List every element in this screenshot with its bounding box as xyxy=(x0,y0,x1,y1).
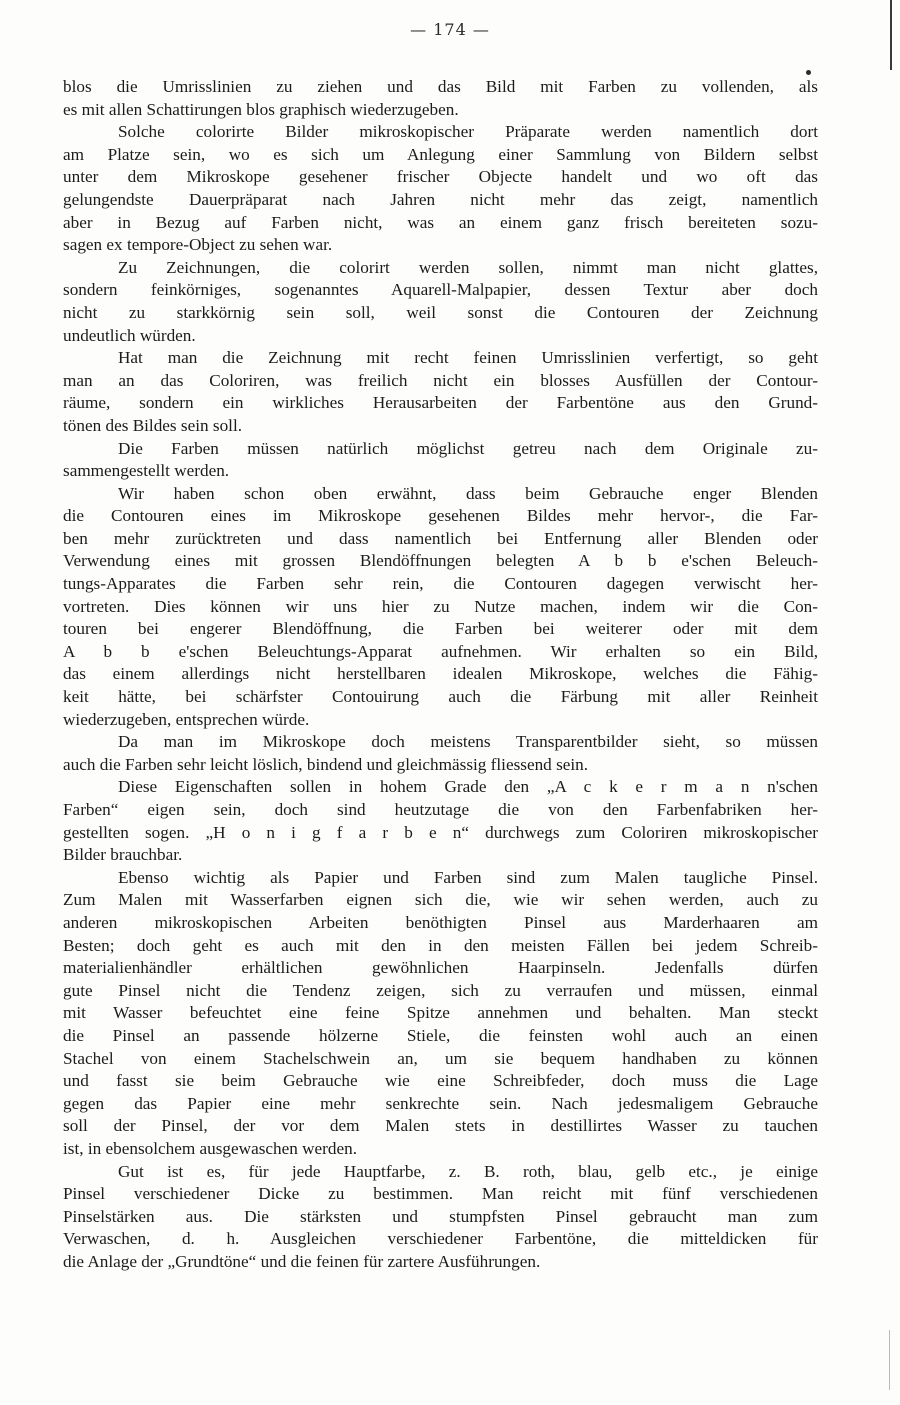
text-line: das einem allerdings nicht herstellbaren idealen Mikroskope, welches die Fähig- xyxy=(63,664,818,684)
text-line: Zu Zeichnungen, die colorirt werden sollen, nimmt man nicht glattes, xyxy=(118,257,818,277)
text-line: Verwendung eines mit grossen Blendöffnungen belegten A b b e'schen Beleuch- xyxy=(63,551,818,571)
text-line: die Anlage der „Grundtöne“ und die feinen für zartere Ausführungen. xyxy=(63,1251,541,1271)
text-line: sammengestellt werden. xyxy=(63,461,230,481)
text-line: gestellten sogen. „H o n i g f a r b e n“ durchwegs zum Coloriren mikroskopischer xyxy=(63,822,818,842)
text-line: nicht zu starkkörnig sein soll, weil sonst die Contouren der Zeichnung xyxy=(63,302,818,322)
page-number: — 174 — xyxy=(410,20,490,39)
text-line: vortreten. Dies können wir uns hier zu Nutze machen, indem wir die Con- xyxy=(63,596,818,616)
text-line: Verwaschen, d. h. Ausgleichen verschiedener Farbentöne, die mitteldicken für xyxy=(63,1229,818,1249)
text-line: Stachel von einem Stachelschwein an, um sie bequem handhaben zu können xyxy=(63,1048,818,1068)
text-line: Gut ist es, für jede Hauptfarbe, z. B. roth, blau, gelb etc., je einige xyxy=(118,1161,818,1181)
text-line: gegen das Papier eine mehr senkrechte sein. Nach jedesmaligem Gebrauche xyxy=(63,1093,818,1113)
text-line: Pinsel verschiedener Dicke zu bestimmen. Man reicht mit fünf verschiedenen xyxy=(63,1184,818,1204)
text-line: soll der Pinsel, der vor dem Malen stets in destillirtes Wasser zu tauchen xyxy=(63,1116,818,1136)
text-line: Wir haben schon oben erwähnt, dass beim Gebrauche enger Blenden xyxy=(118,483,818,503)
ink-speck xyxy=(806,70,811,75)
text-line: Zum Malen mit Wasserfarben eignen sich die, wie wir sehen werden, auch zu xyxy=(63,890,818,910)
text-line: Diese Eigenschaften sollen in hohem Grade den „A c k e r m a n n'schen xyxy=(118,777,818,797)
text-line: Farben“ eigen sein, doch sind heutzutage die von den Farbenfabriken her- xyxy=(63,800,818,819)
text-line: A b b e'schen Beleuchtungs-Apparat aufnehmen. Wir erhalten so ein Bild, xyxy=(63,641,818,661)
text-line: Besten; doch geht es auch mit den in den meisten Fällen bei jedem Schreib- xyxy=(63,935,818,955)
text-line: räume, sondern ein wirkliches Herausarbeiten der Farbentöne aus den Grund- xyxy=(63,393,818,413)
binding-edge-mark-lower xyxy=(889,1330,890,1390)
text-line: gute Pinsel nicht die Tendenz zeigen, sich zu verraufen und müssen, einmal xyxy=(63,980,818,1000)
text-line: gelungendste Dauerpräparat nach Jahren nicht mehr das zeigt, namentlich xyxy=(63,189,818,209)
text-line: Die Farben müssen natürlich möglichst getreu nach dem Originale zu- xyxy=(118,438,818,458)
text-line: die Pinsel an passende hölzerne Stiele, die feinsten wohl auch an einen xyxy=(63,1025,818,1045)
text-line: keit hätte, bei schärfster Contouirung auch die Färbung mit aller Reinheit xyxy=(63,687,818,707)
text-line: Pinselstärken aus. Die stärksten und stumpfsten Pinsel gebraucht man zum xyxy=(63,1206,818,1226)
text-line: touren bei engerer Blendöffnung, die Farben bei weiterer oder mit dem xyxy=(63,619,818,639)
text-line: Da man im Mikroskope doch meistens Transparentbilder sieht, so müssen xyxy=(118,732,818,752)
body-text xyxy=(63,76,818,1273)
text-line: Solche colorirte Bilder mikroskopischer Präparate werden namentlich dort xyxy=(118,122,818,142)
text-line: mit Wasser befeuchtet eine feine Spitze annehmen und behalten. Man steckt xyxy=(63,1003,818,1023)
text-line: unter dem Mikroskope gesehener frischer Objecte handelt und wo oft das xyxy=(63,167,818,187)
text-line: ben mehr zurücktreten und dass namentlich bei Entfernung aller Blenden oder xyxy=(63,528,818,548)
text-line: anderen mikroskopischen Arbeiten benöthigten Pinsel aus Marderhaaren am xyxy=(63,912,818,932)
text-line: aber in Bezug auf Farben nicht, was an einem ganz frisch bereiteten sozu- xyxy=(63,212,818,232)
text-line: die Contouren eines im Mikroskope gesehenen Bildes mehr hervor-, die Far- xyxy=(63,506,818,526)
text-line: sondern feinkörniges, sogenanntes Aquarell-Malpapier, dessen Textur aber doch xyxy=(63,280,818,300)
text-line: materialienhändler erhältlichen gewöhnlichen Haarpinseln. Jedenfalls dürfen xyxy=(63,958,818,978)
text-line: Bilder brauchbar. xyxy=(63,845,183,865)
text-line: auch die Farben sehr leicht löslich, bindend und gleichmässig fliessend sein. xyxy=(63,754,589,774)
text-line: undeutlich würden. xyxy=(63,325,196,345)
text-line: Ebenso wichtig als Papier und Farben sind zum Malen taugliche Pinsel. xyxy=(118,867,818,887)
text-line: Hat man die Zeichnung mit recht feinen Umrisslinien verfertigt, so geht xyxy=(118,348,818,368)
text-line: man an das Coloriren, was freilich nicht ein blosses Ausfüllen der Contour- xyxy=(63,370,818,390)
text-line: wiederzugeben, entsprechen würde. xyxy=(63,709,310,729)
text-line: tönen des Bildes sein soll. xyxy=(63,415,243,435)
text-line: tungs-Apparates die Farben sehr rein, die Contouren dagegen verwischt her- xyxy=(63,574,818,594)
text-line: blos die Umrisslinien zu ziehen und das Bild mit Farben zu vollenden, als xyxy=(63,77,818,96)
text-line: am Platze sein, wo es sich um Anlegung einer Sammlung von Bildern selbst xyxy=(63,144,818,164)
text-line: und fasst sie beim Gebrauche wie eine Schreibfeder, doch muss die Lage xyxy=(63,1071,818,1091)
text-line: ist, in ebensolchem ausgewaschen werden. xyxy=(63,1138,358,1158)
text-line: es mit allen Schattirungen blos graphisch wiederzugeben. xyxy=(63,99,459,119)
text-line: sagen ex tempore-Object zu sehen war. xyxy=(63,235,333,255)
